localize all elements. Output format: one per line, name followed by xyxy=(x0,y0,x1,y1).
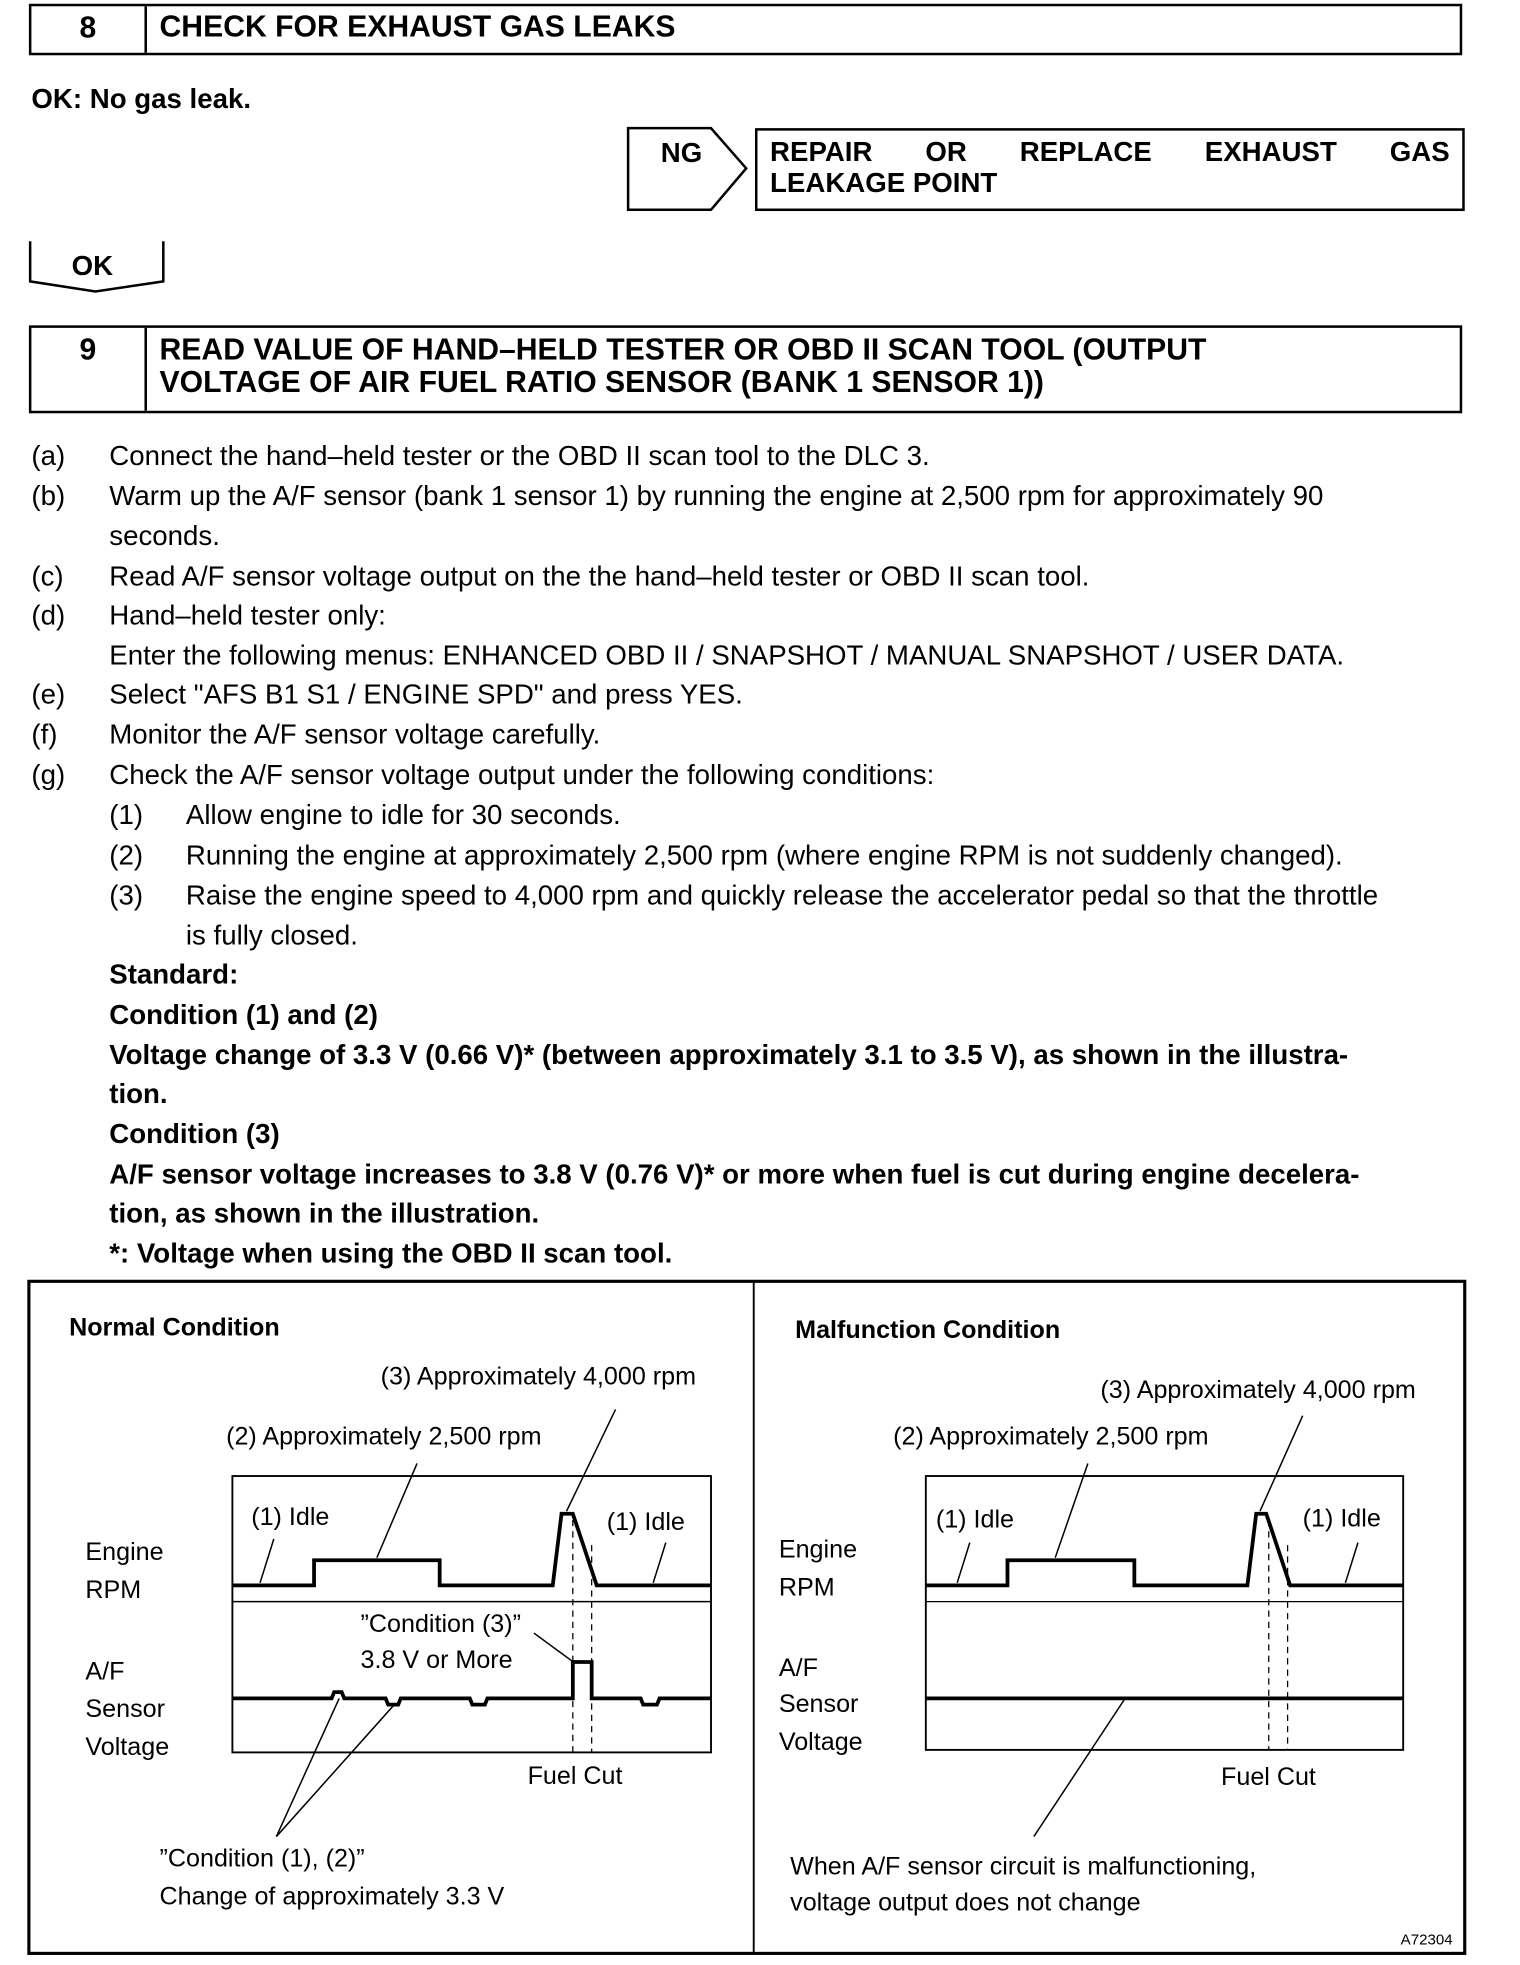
standard-text: Voltage change of 3.3 V (0.66 V)* (between approximately 3.1 to 3.5 V), as shown in the illustra- xyxy=(109,1038,1349,1071)
item-text: Monitor the A/F sensor voltage carefully. xyxy=(109,718,601,750)
leader-line xyxy=(377,1463,417,1557)
figure-code: A72304 xyxy=(1400,1931,1453,1949)
standard-text: Condition (3) xyxy=(109,1118,280,1150)
malfunction-note: voltage output does not change xyxy=(790,1888,1141,1917)
sub-item-label: (1) xyxy=(109,798,144,831)
rpm-4000-label: (3) Approximately 4,000 rpm xyxy=(1100,1376,1416,1405)
item-text: Select "AFS B1 S1 / ENGINE SPD" and press YES. xyxy=(109,678,743,710)
malfunction-note: When A/F sensor circuit is malfunctioning, xyxy=(790,1852,1257,1881)
item-text: Warm up the A/F sensor (bank 1 sensor 1) by running the engine at 2,500 rpm for approximately 90 xyxy=(109,479,1324,512)
voltage-label: Voltage xyxy=(778,1727,863,1756)
item-text: Enter the following menus: ENHANCED OBD II / SNAPSHOT / MANUAL SNAPSHOT / USER DATA. xyxy=(109,639,1345,671)
sub-item-text: Running the engine at approximately 2,500 rpm (where engine RPM is not suddenly changed). xyxy=(185,839,1343,871)
sensor-label: Sensor xyxy=(778,1690,859,1719)
panel-title: Normal Condition xyxy=(69,1313,280,1342)
sensor-label: Sensor xyxy=(85,1695,165,1724)
standard-heading: Standard: xyxy=(109,958,239,990)
rpm-2500-label: (2) Approximately 2,500 rpm xyxy=(893,1422,1209,1451)
af-label: A/F xyxy=(85,1657,125,1686)
title-line: VOLTAGE OF AIR FUEL RATIO SENSOR (BANK 1 SENSOR 1)) xyxy=(159,365,1044,400)
item-label: (d) xyxy=(31,599,66,631)
item-label: (a) xyxy=(31,439,66,472)
sub-item-label: (2) xyxy=(109,839,144,871)
ng-label: NG xyxy=(660,136,703,169)
item-text: Hand–held tester only: xyxy=(109,599,386,631)
af-label: A/F xyxy=(778,1653,818,1682)
ok-label: OK xyxy=(71,249,114,282)
leader-line xyxy=(653,1543,666,1583)
leader-line xyxy=(276,1706,393,1837)
idle-right-label: (1) Idle xyxy=(606,1508,685,1537)
step-title: CHECK FOR EXHAUST GAS LEAKS xyxy=(159,10,676,44)
rpm-2500-label: (2) Approximately 2,500 rpm xyxy=(226,1422,542,1451)
rpm-4000-label: (3) Approximately 4,000 rpm xyxy=(380,1362,697,1391)
standard-note: *: Voltage when using the OBD II scan tool. xyxy=(109,1237,673,1269)
item-text: Connect the hand–held tester or the OBD II scan tool to the DLC 3. xyxy=(109,439,930,472)
sub-item-text: Raise the engine speed to 4,000 rpm and quickly release the accelerator pedal so that the throttle xyxy=(185,879,1379,911)
idle-right-label: (1) Idle xyxy=(1302,1504,1381,1533)
item-label: (e) xyxy=(31,678,66,710)
leader-line xyxy=(1345,1543,1358,1583)
condition-3-label: ”Condition (3)” xyxy=(360,1609,522,1638)
rpm-label: RPM xyxy=(85,1575,142,1604)
item-label: (b) xyxy=(31,479,66,512)
panel-title: Malfunction Condition xyxy=(795,1315,1061,1344)
leader-line xyxy=(567,1409,616,1511)
item-text: seconds. xyxy=(109,520,220,552)
leader-line xyxy=(534,1633,572,1661)
rpm-label: RPM xyxy=(778,1573,835,1602)
normal-condition-panel xyxy=(69,1313,711,1910)
standard-text: A/F sensor voltage increases to 3.8 V (0.76 V)* or more when fuel is cut during engine decelera- xyxy=(109,1158,1360,1190)
step-number: 9 xyxy=(31,328,147,411)
engine-label: Engine xyxy=(778,1535,858,1564)
item-label: (c) xyxy=(31,560,64,592)
leader-line xyxy=(1055,1463,1088,1557)
ok-criteria: OK: No gas leak. xyxy=(31,82,252,115)
standard-text: tion, as shown in the illustration. xyxy=(109,1197,540,1229)
idle-left-label: (1) Idle xyxy=(935,1505,1015,1534)
item-label: (g) xyxy=(31,758,66,791)
leader-line xyxy=(260,1539,274,1583)
voltage-label: Voltage xyxy=(85,1732,170,1761)
condition-3-value: 3.8 V or More xyxy=(360,1646,513,1675)
condition-12-value: Change of approximately 3.3 V xyxy=(159,1882,505,1911)
item-text: Read A/F sensor voltage output on the the hand–held tester or OBD II scan tool. xyxy=(109,560,1090,592)
sub-item-text: Allow engine to idle for 30 seconds. xyxy=(185,798,621,831)
item-label: (f) xyxy=(31,718,58,750)
leader-line xyxy=(957,1543,970,1583)
step-number: 8 xyxy=(31,6,147,52)
fuel-cut-label: Fuel Cut xyxy=(1221,1763,1316,1792)
condition-12-label: ”Condition (1), (2)” xyxy=(159,1844,365,1873)
engine-label: Engine xyxy=(85,1538,164,1567)
idle-left-label: (1) Idle xyxy=(251,1503,330,1532)
sub-item-text: is fully closed. xyxy=(185,919,358,951)
leader-line xyxy=(276,1698,339,1836)
malfunction-condition-panel xyxy=(779,1316,1416,1917)
item-text: Check the A/F sensor voltage output under the following conditions: xyxy=(109,758,935,791)
fuel-cut-label: Fuel Cut xyxy=(527,1761,623,1790)
standard-text: tion. xyxy=(109,1077,168,1110)
sub-item-label: (3) xyxy=(109,879,144,911)
leader-line xyxy=(1260,1416,1303,1511)
ng-action-line: REPAIR OR REPLACE EXHAUST GAS xyxy=(770,135,1450,168)
title-line: READ VALUE OF HAND–HELD TESTER OR OBD II SCAN TOOL (OUTPUT xyxy=(159,332,1207,367)
leader-line xyxy=(1034,1700,1124,1837)
standard-text: Condition (1) and (2) xyxy=(109,998,378,1031)
ng-action-line: LEAKAGE POINT xyxy=(770,167,998,199)
